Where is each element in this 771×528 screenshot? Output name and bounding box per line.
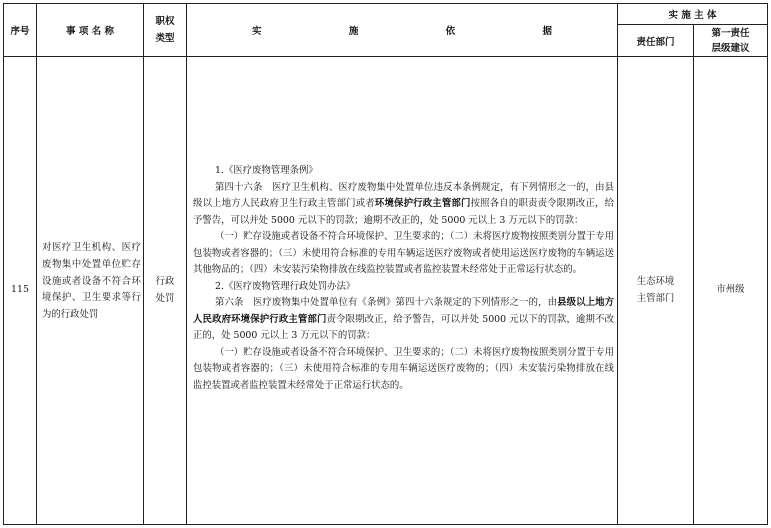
row-seq-value: 115 xyxy=(11,284,29,296)
row-authority-type-line2: 处罚 xyxy=(155,292,175,304)
table-bottom-border xyxy=(3,524,767,525)
header-dept-label: 责任部门 xyxy=(636,36,675,48)
row-level-value: 市州级 xyxy=(716,284,745,296)
row-authority-type xyxy=(144,57,186,524)
header-basis xyxy=(187,4,617,56)
row-item-name xyxy=(42,240,141,324)
header-basis-char-3: 依 xyxy=(445,26,456,37)
header-subject xyxy=(618,4,767,24)
header-subject-label: 实 施 主 体 xyxy=(668,10,717,21)
header-seq xyxy=(4,4,36,56)
row-seq xyxy=(4,57,36,524)
header-level-line1: 第一责任 xyxy=(711,27,750,39)
basis-article-6-authority: 县级以上地方人民政府环境保护行政主管部门 xyxy=(193,297,614,325)
row-basis xyxy=(193,163,614,394)
header-basis-char-2: 施 xyxy=(348,26,359,37)
header-seq-label: 序号 xyxy=(10,26,30,37)
col-border-type xyxy=(186,3,187,525)
row-item-name-text: 对医疗卫生机构、医疗废物集中处置单位贮存设施或者设备不符合环境保护、卫生要求等行为的行政处罚 xyxy=(42,242,141,321)
row-dept-line2: 主管部门 xyxy=(636,292,675,304)
header-authority-type-line1: 职权 xyxy=(155,16,175,27)
row-dept-line1: 生态环境 xyxy=(636,275,675,287)
basis-article-46-authority: 环境保护行政主管部门 xyxy=(374,198,471,209)
header-authority-type xyxy=(144,4,186,56)
basis-law-title-2: 2.《医疗废物管理行政处罚办法》 xyxy=(215,280,356,292)
col-border-right xyxy=(767,3,768,525)
row-authority-type-line1: 行政 xyxy=(155,275,175,287)
header-authority-type-line2: 类型 xyxy=(155,33,175,44)
basis-article-46-items: （一）贮存设施或者设备不符合环境保护、卫生要求的；（二）未将医疗废物按照类别分置于专用包装物或者容器的；（三）未使用符合标准的专用车辆运送医疗废物或者使用运送医疗废物的车辆运送其他物品的；（四）未安装污染物排放在线监控装置或者监控装置未经常处于正常运行状态的。 xyxy=(193,231,614,275)
header-basis-char-1: 实 xyxy=(252,26,262,37)
header-dept xyxy=(618,25,693,56)
header-basis-char-4: 据 xyxy=(542,26,552,37)
row-level xyxy=(694,57,767,524)
header-level xyxy=(694,25,767,56)
basis-article-6: 第六条 医疗废物集中处置单位有《条例》第四十六条规定的下列情形之一的，由县级以上地方人民政府环境保护行政主管部门责令限期改正，给予警告，可以并处 5000 元以下的罚款，逾期不改正的，处 5000 元以上 3 万元以下的罚款： xyxy=(193,297,614,341)
header-item-name-label: 事 项 名 称 xyxy=(66,26,114,37)
basis-article-6-items: （一）贮存设施或者设备不符合环境保护、卫生要求的；（二）未将医疗废物按照类别分置于专用包装物或者容器的；（三）未使用符合标准的专用车辆运送医疗废物的；（四）未安装污染物排放在线监控装置或者监控装置未经常处于正常运行状态的。 xyxy=(193,346,614,391)
header-item-name xyxy=(37,4,143,56)
header-level-line2: 层级建议 xyxy=(711,42,750,54)
row-dept xyxy=(618,57,693,524)
basis-law-title-1: 1.《医疗废物管理条例》 xyxy=(215,165,318,176)
basis-article-46: 第四十六条 医疗卫生机构、医疗废物集中处置单位违反本条例规定，有下列情形之一的，由县级以上地方人民政府卫生行政主管部门或者环境保护行政主管部门按照各自的职责责令限期改正，给予警告，可以并处 5000 元以下的罚款；逾期不改正的，处 5000 元以上 3 万元以下的罚款： xyxy=(193,181,614,226)
col-border-seq xyxy=(36,3,37,525)
